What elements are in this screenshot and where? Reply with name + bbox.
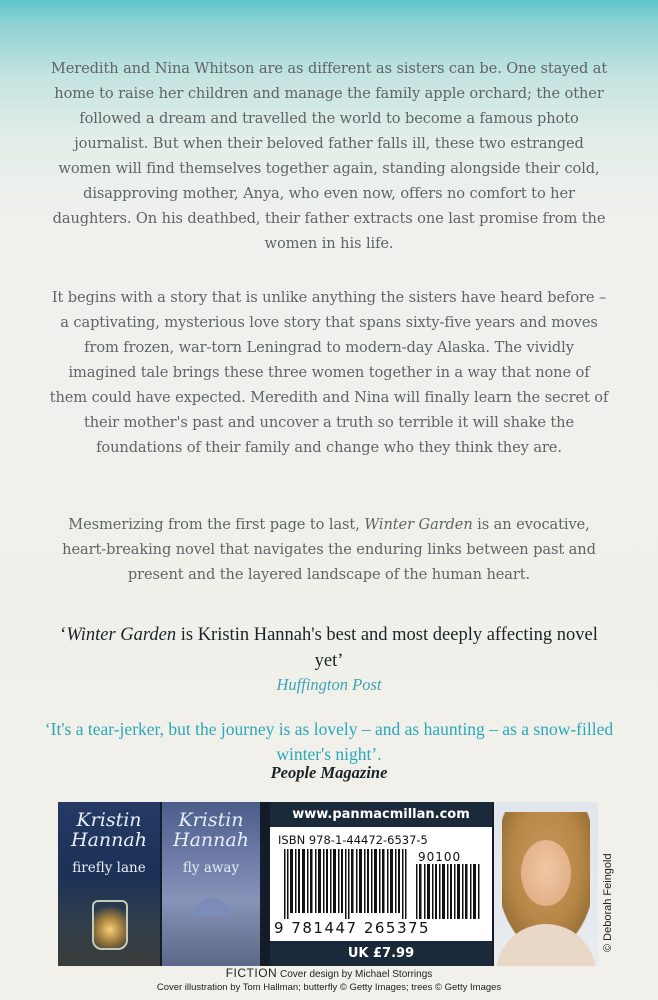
umbrella-illustration xyxy=(194,898,230,916)
review-source-1: Huffington Post xyxy=(276,675,382,694)
blurb-paragraph-3-end: is an evocative, heart-breaking novel that navigates the enduring links between past and present and the layered landscape of the human heart. xyxy=(62,516,596,583)
jar-illustration xyxy=(92,900,128,950)
review-source-2: People Magazine xyxy=(270,763,388,782)
review-quote-1 xyxy=(60,622,598,674)
cover-design-credit: Cover design by Michael Storrings xyxy=(279,969,433,980)
barcode-box xyxy=(270,827,492,941)
book-title-inline: Winter Garden xyxy=(364,516,473,533)
barcode-addon-bars xyxy=(416,864,482,919)
backlist-book-fly-away xyxy=(162,802,260,966)
author-photo-face xyxy=(521,840,571,906)
barcode-number: 9 781447 265375 xyxy=(274,919,431,937)
author-photo xyxy=(494,802,598,966)
isbn-text: ISBN 978-1-44472-6537-5 xyxy=(278,833,428,847)
backlist-title: firefly lane xyxy=(72,860,146,876)
blurb-paragraph-3-start: Mesmerizing from the first page to last, xyxy=(68,516,365,533)
backlist-author: Kristin Hannah xyxy=(173,809,249,851)
barcode-bars xyxy=(284,849,410,919)
publisher-url: www.panmacmillan.com xyxy=(270,802,492,827)
cover-illustration-credit: Cover illustration by Tom Hallman; butterfly © Getty Images; trees © Getty Images xyxy=(156,982,502,993)
photo-credit xyxy=(598,802,622,966)
info-panel xyxy=(58,802,598,966)
price-label: UK £7.99 xyxy=(270,941,492,966)
blurb-paragraph-2: It begins with a story that is unlike anything the sisters have heard before – a captivating, mysterious love story that spans sixty-five years and moves from frozen, war-torn Leningrad to modern-day Alaska. The vividly imagined tale brings these three women together in a way that none of them could have expected. Meredith and Nina will finally learn the secret of their mother's past and uncover a truth so terrible it will shake the foundations of their family and change who they think they are. xyxy=(49,289,609,456)
backlist-title: fly away xyxy=(182,860,240,876)
review-quote-2: ‘It's a tear-jerker, but the journey is as lovely – and as haunting – as a snow-filled winter's night’. xyxy=(44,719,614,764)
backlist-book-firefly-lane xyxy=(58,802,160,966)
backlist-author: Kristin Hannah xyxy=(71,809,147,851)
blurb-paragraph-3 xyxy=(48,512,610,587)
review-quote-1-text: is Kristin Hannah's best and most deeply affecting novel yet’ xyxy=(176,625,598,671)
footer-genre-line xyxy=(0,966,658,980)
review-quote-1-open: ‘ xyxy=(60,625,67,645)
photo-credit-text: © Deborah Feingold xyxy=(602,853,614,952)
genre-label: FICTION xyxy=(225,966,278,980)
review-quote-1-title: Winter Garden xyxy=(66,625,177,645)
barcode-addon-number: 90100 xyxy=(418,850,462,864)
blurb-paragraph-1: Meredith and Nina Whitson are as different as sisters can be. One stayed at home to raise her children and manage the family apple orchard; the other followed a dream and travelled the world to become a famous photo journalist. But when their beloved father falls ill, these two estranged women will find themselves together again, standing alongside their cold, disapproving mother, Anya, who even now, offers no comfort to her daughters. On his deathbed, their father extracts one last promise from the women in his life. xyxy=(50,60,608,252)
